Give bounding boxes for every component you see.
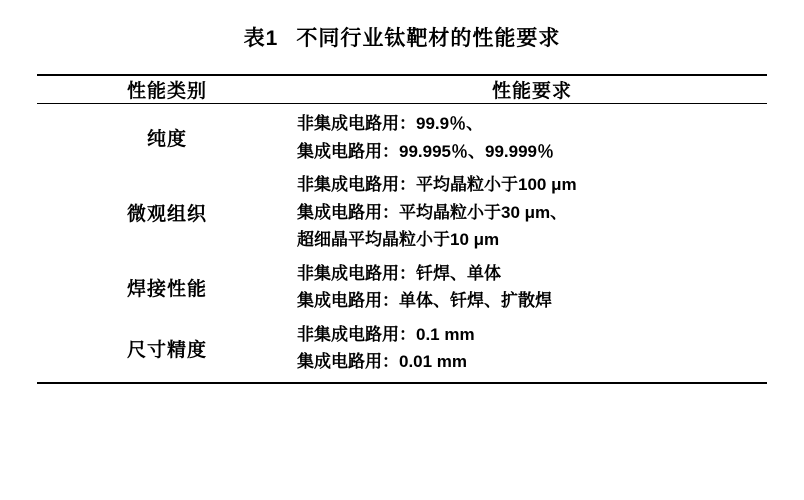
row-category-dimensional-accuracy: 尺寸精度 — [126, 339, 207, 361]
requirement-line: 集成电路用：单体、钎焊、扩散焊 — [297, 291, 552, 311]
requirement-line: 集成电路用：99.995％、99.999％ — [297, 141, 554, 161]
requirement-line: 超细晶平均晶粒小于10 μm — [297, 230, 500, 250]
row-requirements-welding — [297, 260, 767, 315]
requirement-line: 集成电路用：0.01 mm — [297, 352, 468, 372]
table-caption-title: 不同行业钛靶材的性能要求 — [296, 27, 561, 50]
performance-requirements-table — [37, 74, 767, 384]
table-row — [37, 321, 767, 376]
table-header-row — [37, 75, 767, 104]
table-row — [37, 171, 767, 254]
requirement-line: 非集成电路用：0.1 mm — [297, 324, 475, 344]
row-category-microstructure: 微观组织 — [126, 203, 207, 225]
row-requirements-dimensional-accuracy — [297, 321, 767, 376]
document-page — [0, 22, 804, 500]
table-bottom-rule — [37, 383, 767, 384]
table-row — [37, 260, 767, 315]
row-requirements-microstructure — [297, 171, 767, 254]
table-caption — [0, 22, 804, 52]
row-category-purity: 纯度 — [146, 129, 187, 151]
column-header-requirement: 性能要求 — [297, 75, 767, 104]
requirement-line: 非集成电路用：99.9％、 — [297, 114, 484, 133]
row-spacer — [37, 376, 767, 383]
requirement-line: 集成电路用：平均晶粒小于30 μm、 — [297, 202, 568, 222]
row-category-welding: 焊接性能 — [126, 278, 207, 300]
column-header-category: 性能类别 — [37, 75, 297, 104]
requirement-line: 非集成电路用：平均晶粒小于100 μm — [297, 175, 577, 195]
table-row — [37, 110, 767, 165]
table-caption-number: 表1 — [243, 27, 279, 50]
requirement-line: 非集成电路用：钎焊、单体 — [297, 263, 501, 283]
row-requirements-purity — [297, 110, 767, 165]
